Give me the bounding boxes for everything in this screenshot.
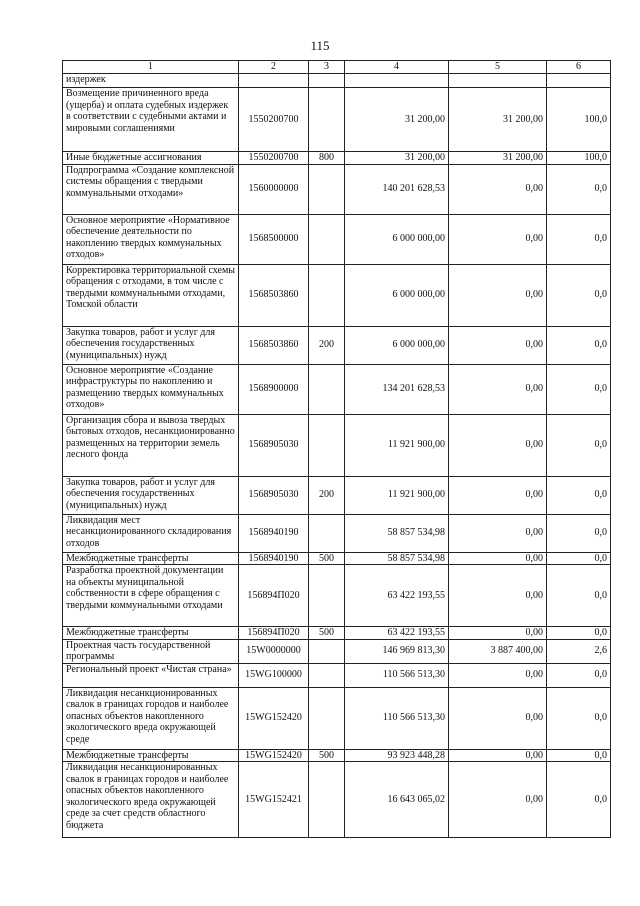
row-type-cell [309, 639, 345, 663]
header-row [63, 61, 611, 74]
row-exec-cell: 0,00 [449, 164, 547, 214]
row-exec-cell: 0,00 [449, 214, 547, 264]
column-header: 1 [63, 61, 239, 74]
table-row [63, 264, 611, 326]
row-name-cell: Подпрограмма «Создание комплексной системы обращения с твердыми коммунальными отходами» [63, 164, 239, 214]
row-plan-cell: 134 201 628,53 [345, 364, 449, 414]
row-percent-cell: 0,0 [547, 762, 611, 838]
row-plan-cell: 16 643 065,02 [345, 762, 449, 838]
table-row [63, 762, 611, 838]
row-plan-cell: 31 200,00 [345, 88, 449, 152]
table-row [63, 364, 611, 414]
row-plan-cell: 6 000 000,00 [345, 264, 449, 326]
row-plan-cell: 11 921 900,00 [345, 476, 449, 514]
table-row [63, 164, 611, 214]
row-percent-cell: 0,0 [547, 565, 611, 627]
row-percent-cell: 0,0 [547, 326, 611, 364]
row-plan-cell: 146 969 813,30 [345, 639, 449, 663]
row-code-cell [239, 74, 309, 88]
row-code-cell: 15W0000000 [239, 639, 309, 663]
row-name-cell: Ликвидация несанкционированных свалок в границах городов и наиболее опасных объектов накопленного экологического вреда окружающей среде [63, 687, 239, 749]
row-percent-cell: 100,0 [547, 152, 611, 165]
row-name-cell: Основное мероприятие «Создание инфраструктуры по накоплению и размещению твердых коммунальных отходов» [63, 364, 239, 414]
row-plan-cell: 110 566 513,30 [345, 687, 449, 749]
row-name-cell: Возмещение причиненного вреда (ущерба) и оплата судебных издержек в соответствии с судебными актами и мировыми соглашениями [63, 88, 239, 152]
page-number: 115 [310, 38, 330, 53]
row-plan-cell: 58 857 534,98 [345, 514, 449, 552]
row-name-cell: Ликвидация несанкционированных свалок в границах городов и наиболее опасных объектов накопленного экологического вреда окружающей среде за счет средств областного бюджета [63, 762, 239, 838]
row-exec-cell: 0,00 [449, 414, 547, 476]
row-name-cell: Корректировка территориальной схемы обращения с отходами, в том числе с твердыми коммунальными отходами, Томской области [63, 264, 239, 326]
row-plan-cell: 140 201 628,53 [345, 164, 449, 214]
table-row [63, 639, 611, 663]
row-percent-cell: 0,0 [547, 264, 611, 326]
row-exec-cell: 0,00 [449, 687, 547, 749]
row-name-cell: издержек [63, 74, 239, 88]
table-row [63, 687, 611, 749]
row-percent-cell: 0,0 [547, 663, 611, 687]
row-exec-cell: 3 887 400,00 [449, 639, 547, 663]
row-percent-cell: 0,0 [547, 476, 611, 514]
row-exec-cell: 0,00 [449, 749, 547, 762]
table-row [63, 214, 611, 264]
row-plan-cell: 93 923 448,28 [345, 749, 449, 762]
row-code-cell: 15WG100000 [239, 663, 309, 687]
row-plan-cell [345, 74, 449, 88]
row-type-cell [309, 414, 345, 476]
row-percent-cell [547, 74, 611, 88]
row-name-cell: Межбюджетные трансферты [63, 749, 239, 762]
column-header: 3 [309, 61, 345, 74]
row-type-cell [309, 164, 345, 214]
row-percent-cell: 100,0 [547, 88, 611, 152]
row-code-cell: 1550200700 [239, 88, 309, 152]
table-row [63, 663, 611, 687]
row-name-cell: Межбюджетные трансферты [63, 627, 239, 640]
row-code-cell: 1550200700 [239, 152, 309, 165]
row-exec-cell: 0,00 [449, 552, 547, 565]
row-name-cell: Региональный проект «Чистая страна» [63, 663, 239, 687]
column-header: 6 [547, 61, 611, 74]
table-row [63, 565, 611, 627]
row-code-cell: 1568940190 [239, 514, 309, 552]
row-code-cell: 1568900000 [239, 364, 309, 414]
row-percent-cell: 0,0 [547, 514, 611, 552]
row-type-cell [309, 565, 345, 627]
row-exec-cell: 0,00 [449, 514, 547, 552]
column-header: 5 [449, 61, 547, 74]
table-row [63, 514, 611, 552]
row-code-cell: 1568940190 [239, 552, 309, 565]
row-code-cell: 15WG152421 [239, 762, 309, 838]
row-percent-cell: 0,0 [547, 214, 611, 264]
column-header: 2 [239, 61, 309, 74]
row-name-cell: Межбюджетные трансферты [63, 552, 239, 565]
row-code-cell: 156894П020 [239, 627, 309, 640]
column-header: 4 [345, 61, 449, 74]
row-type-cell [309, 264, 345, 326]
row-percent-cell: 2,6 [547, 639, 611, 663]
row-plan-cell: 63 422 193,55 [345, 565, 449, 627]
table-row [63, 152, 611, 165]
row-name-cell: Закупка товаров, работ и услуг для обеспечения государственных (муниципальных) нужд [63, 326, 239, 364]
row-code-cell: 1560000000 [239, 164, 309, 214]
table-row [63, 326, 611, 364]
row-name-cell: Закупка товаров, работ и услуг для обеспечения государственных (муниципальных) нужд [63, 476, 239, 514]
row-type-cell: 800 [309, 152, 345, 165]
row-exec-cell: 0,00 [449, 762, 547, 838]
row-code-cell: 156894П020 [239, 565, 309, 627]
table-row [63, 627, 611, 640]
row-exec-cell: 0,00 [449, 264, 547, 326]
row-type-cell: 200 [309, 326, 345, 364]
table-row [63, 74, 611, 88]
row-exec-cell: 0,00 [449, 565, 547, 627]
row-percent-cell: 0,0 [547, 552, 611, 565]
row-plan-cell: 6 000 000,00 [345, 326, 449, 364]
row-percent-cell: 0,0 [547, 687, 611, 749]
row-type-cell [309, 663, 345, 687]
row-plan-cell: 11 921 900,00 [345, 414, 449, 476]
row-plan-cell: 110 566 513,30 [345, 663, 449, 687]
table-row [63, 552, 611, 565]
row-exec-cell: 0,00 [449, 364, 547, 414]
row-type-cell: 200 [309, 476, 345, 514]
row-type-cell: 500 [309, 749, 345, 762]
row-code-cell: 1568905030 [239, 414, 309, 476]
row-code-cell: 1568905030 [239, 476, 309, 514]
row-exec-cell: 0,00 [449, 326, 547, 364]
row-name-cell: Организация сбора и вывоза твердых бытовых отходов, несанкционированно размещенных на территории земель лесного фонда [63, 414, 239, 476]
row-name-cell: Ликвидация мест несанкционированного складирования отходов [63, 514, 239, 552]
row-exec-cell: 31 200,00 [449, 152, 547, 165]
row-percent-cell: 0,0 [547, 414, 611, 476]
row-percent-cell: 0,0 [547, 164, 611, 214]
row-plan-cell: 63 422 193,55 [345, 627, 449, 640]
row-percent-cell: 0,0 [547, 749, 611, 762]
row-code-cell: 1568503860 [239, 264, 309, 326]
row-type-cell [309, 762, 345, 838]
row-type-cell [309, 214, 345, 264]
row-plan-cell: 58 857 534,98 [345, 552, 449, 565]
row-name-cell: Основное мероприятие «Нормативное обеспечение деятельности по накоплению твердых коммунальных отходов» [63, 214, 239, 264]
row-type-cell [309, 74, 345, 88]
row-exec-cell: 0,00 [449, 476, 547, 514]
table-row [63, 749, 611, 762]
table-row [63, 476, 611, 514]
table-row [63, 88, 611, 152]
budget-table [62, 60, 611, 838]
row-exec-cell [449, 74, 547, 88]
row-type-cell: 500 [309, 627, 345, 640]
table-body [63, 74, 611, 838]
table-row [63, 414, 611, 476]
row-name-cell: Иные бюджетные ассигнования [63, 152, 239, 165]
row-name-cell: Проектная часть государственной программы [63, 639, 239, 663]
row-code-cell: 1568503860 [239, 326, 309, 364]
row-code-cell: 15WG152420 [239, 749, 309, 762]
row-code-cell: 15WG152420 [239, 687, 309, 749]
row-type-cell [309, 364, 345, 414]
row-exec-cell: 0,00 [449, 663, 547, 687]
row-name-cell: Разработка проектной документации на объекты муниципальной собственности в сфере обращения с твердыми коммунальными отходами [63, 565, 239, 627]
row-code-cell: 1568500000 [239, 214, 309, 264]
row-type-cell [309, 514, 345, 552]
row-type-cell [309, 88, 345, 152]
row-plan-cell: 31 200,00 [345, 152, 449, 165]
row-percent-cell: 0,0 [547, 627, 611, 640]
row-type-cell: 500 [309, 552, 345, 565]
row-exec-cell: 0,00 [449, 627, 547, 640]
row-percent-cell: 0,0 [547, 364, 611, 414]
row-type-cell [309, 687, 345, 749]
row-exec-cell: 31 200,00 [449, 88, 547, 152]
row-plan-cell: 6 000 000,00 [345, 214, 449, 264]
